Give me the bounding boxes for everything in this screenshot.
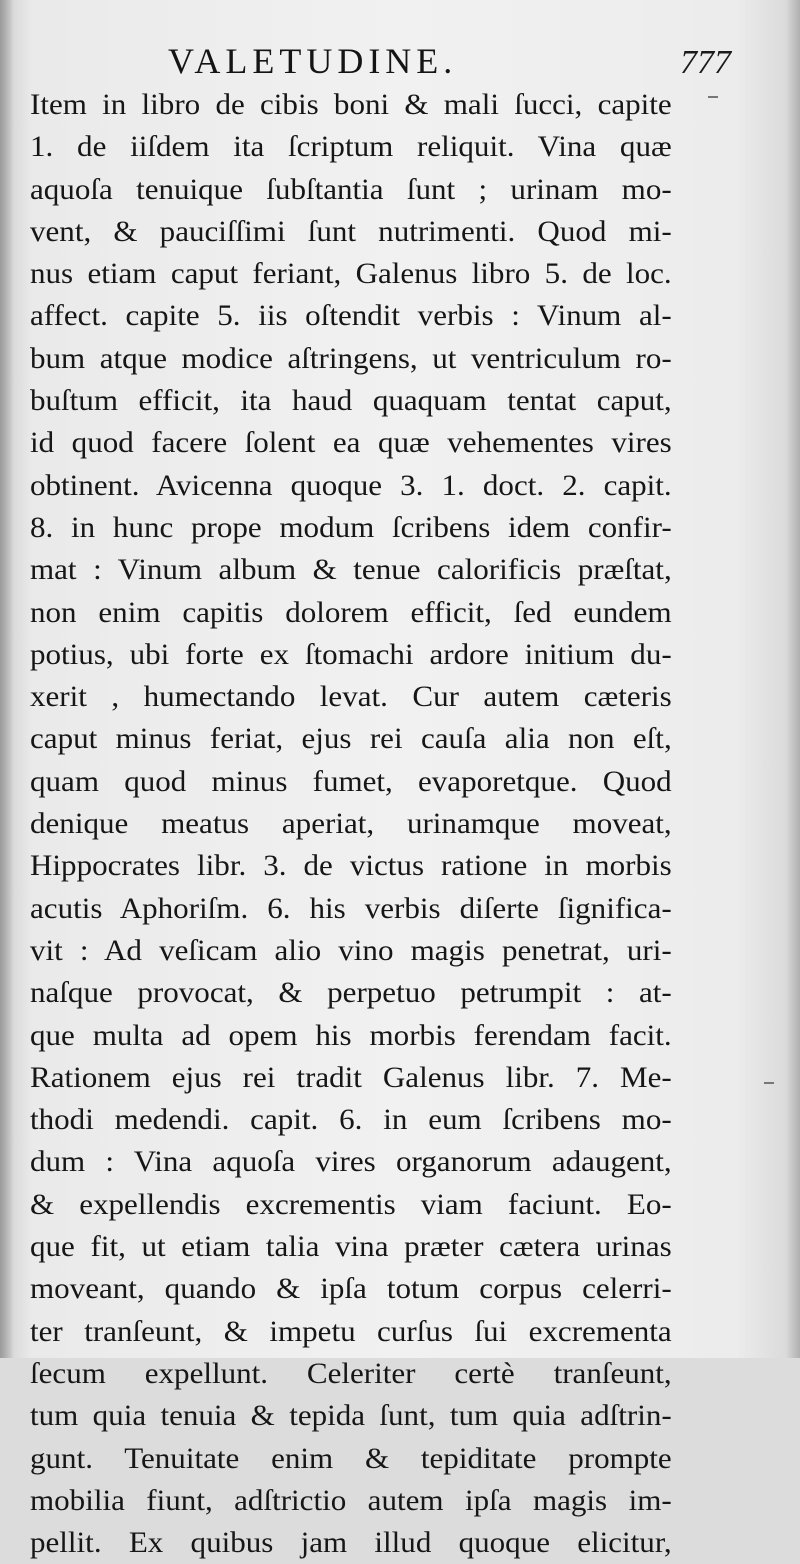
page-edge-shadow — [786, 0, 800, 1358]
text-line: caput minus feriat, ejus rei cauſa alia non eſt, — [30, 722, 672, 756]
text-line: mobilia fiunt, adſtrictio autem ipſa magis im- — [30, 1483, 672, 1517]
text-line: vit : Ad veſicam alio vino magis penetrat, uri- — [30, 933, 672, 967]
text-line: xerit , humectando levat. Cur autem cæteris — [30, 680, 672, 714]
text-line: id quod facere ſolent ea quæ vehementes vires — [30, 426, 672, 460]
text-line: Rationem ejus rei tradit Galenus libr. 7. Me- — [30, 1060, 672, 1094]
text-line: thodi medendi. capit. 6. in eum ſcribens mo- — [30, 1103, 672, 1137]
text-line: que multa ad opem his morbis ferendam facit. — [30, 1018, 672, 1052]
text-line: vent, & pauciſſimi ſunt nutrimenti. Quod mi- — [30, 214, 672, 248]
text-line: moveant, quando & ipſa totum corpus celerri- — [30, 1272, 672, 1306]
text-line: ter tranſeunt, & impetu curſus ſui excrementa — [30, 1314, 672, 1348]
text-line: gunt. Tenuitate enim & tepiditate prompte — [30, 1441, 672, 1475]
text-line: naſque provocat, & perpetuo petrumpit : at- — [30, 976, 672, 1010]
text-line: ſecum expellunt. Celeriter certè tranſeunt, — [30, 1356, 672, 1390]
text-line: obtinent. Avicenna quoque 3. 1. doct. 2. capit. — [30, 468, 672, 502]
text-line: Item in libro de cibis boni & mali ſucci, capite — [30, 88, 672, 121]
text-line: & expellendis excrementis viam faciunt. Eo- — [30, 1187, 672, 1221]
text-line: affect. capite 5. iis oſtendit verbis : Vinum al- — [30, 299, 672, 333]
text-line: denique meatus aperiat, urinamque moveat, — [30, 807, 672, 841]
page-gutter-shadow — [0, 0, 14, 1358]
text-line: dum : Vina aquoſa vires organorum adaugent, — [30, 1145, 672, 1179]
margin-dash — [764, 1082, 774, 1084]
margin-dash — [708, 96, 718, 98]
text-line: buſtum efficit, ita haud quaquam tentat caput, — [30, 384, 672, 418]
text-line: que fit, ut etiam talia vina præter cætera urinas — [30, 1230, 672, 1264]
running-head — [0, 40, 800, 84]
text-line: tum quia tenuia & tepida ſunt, tum quia adſtrin- — [30, 1399, 672, 1433]
text-line: bum atque modice aſtringens, ut ventriculum ro- — [30, 341, 672, 375]
text-line: 8. in hunc prope modum ſcribens idem confir- — [30, 510, 672, 544]
text-line: quam quod minus fumet, evaporetque. Quod — [30, 764, 672, 798]
body-text — [30, 84, 672, 1564]
text-line: nus etiam caput feriant, Galenus libro 5. de loc. — [30, 257, 672, 291]
text-line: mat : Vinum album & tenue calorificis præſtat, — [30, 553, 672, 587]
page-number: 777 — [680, 44, 731, 81]
text-line: aquoſa tenuique ſubſtantia ſunt ; urinam mo- — [30, 172, 672, 206]
text-line: potius, ubi forte ex ſtomachi ardore initium du- — [30, 637, 672, 671]
text-line: Hippocrates libr. 3. de victus ratione in morbis — [30, 849, 672, 883]
text-line: pellit. Ex quibus jam illud quoque elicitur, — [30, 1526, 672, 1560]
text-line: non enim capitis dolorem efficit, ſed eundem — [30, 595, 672, 629]
running-title: VALETUDINE. — [168, 41, 458, 81]
text-line: acutis Aphoriſm. 6. his verbis diſerte ſignifica- — [30, 891, 672, 925]
text-line: 1. de iiſdem ita ſcriptum reliquit. Vina quæ — [30, 130, 672, 164]
